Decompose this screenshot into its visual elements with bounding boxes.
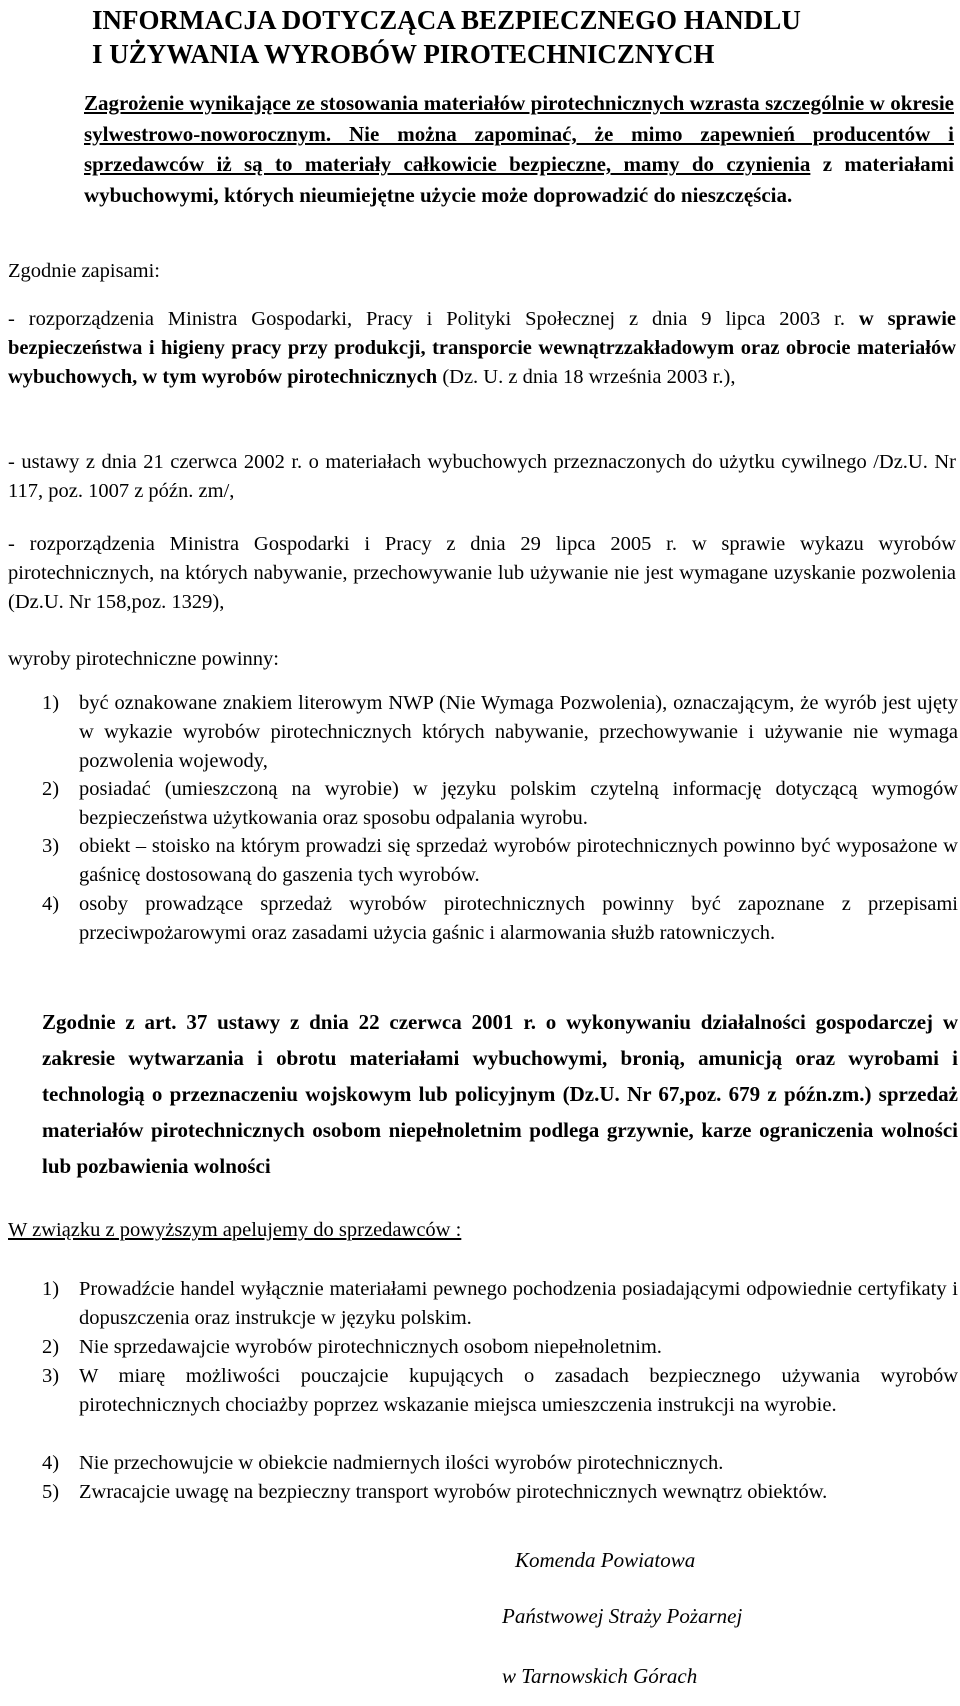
appeal-text: Prowadźcie handel wyłącznie materiałami pewnego pochodzenia posiadającymi odpowiednie certyfikaty i dopuszczenia oraz instrukcje w języku polskim. <box>79 1278 958 1329</box>
appeal-text: W miarę możliwości pouczajcie kupujących o zasadach bezpiecznego używania wyrobów pirotechnicznych chociażby poprzez wskazanie miejsca umieszczenia instrukcji na wyrobie. <box>79 1365 958 1416</box>
signature-line-2: Państwowej Straży Pożarnej <box>502 1604 743 1628</box>
regulation-item-3: - rozporządzenia Ministra Gospodarki i Pracy z dnia 29 lipca 2005 r. w sprawie wykazu wyrobów pirotechnicznych, na których nabywanie, przechowywanie lub używanie nie jest wymagane uzyskanie pozwolenia (Dz.U. Nr 158,poz. 1329), <box>8 533 956 613</box>
requirement-number: 2) <box>42 778 60 800</box>
requirement-item-4 <box>42 890 958 948</box>
appeal-label: W związku z powyższym apelujemy do sprzedawców : <box>8 1219 462 1241</box>
appeal-text: Zwracajcie uwagę na bezpieczny transport wyrobów pirotechnicznych wewnątrz obiektów. <box>79 1481 828 1503</box>
appeal-item-3 <box>42 1362 958 1420</box>
appeal-item-1 <box>42 1275 958 1333</box>
requirement-text: być oznakowane znakiem literowym NWP (Nie Wymaga Pozwolenia), oznaczającym, że wyrób jest ujęty w wykazie wyrobów pirotechnicznych których nabywanie, przechowywanie i używanie nie wymaga pozwolenia wojewody, <box>79 692 958 772</box>
intro-paragraph <box>84 88 954 210</box>
appeal-item-4 <box>42 1449 958 1478</box>
law-notice: Zgodnie z art. 37 ustawy z dnia 22 czerwca 2001 r. o wykonywaniu działalności gospodarczej w zakresie wytwarzania i obrotu materiałami wybuchowymi, bronią, amunicją oraz wyrobami i technologią o przeznaczeniu wojskowym lub policyjnym (Dz.U. Nr 67,poz. 679 z późn.zm.) sprzedaż materiałów pirotechnicznych osobom niepełnoletnim podlega grzywnie, karze ograniczenia wolności lub pozbawienia wolności <box>42 1010 958 1178</box>
appeal-item-5 <box>42 1478 958 1507</box>
appeal-number: 3) <box>42 1365 60 1387</box>
requirement-text: obiekt – stoisko na którym prowadzi się sprzedaż wyrobów pirotechnicznych powinno być wyposażone w gaśnicę dostosowaną do gaszenia tych wyrobów. <box>79 835 958 886</box>
requirement-text: osoby prowadzące sprzedaż wyrobów pirotechnicznych powinny być zapoznane z przepisami przeciwpożarowymi oraz zasadami użycia gaśnic i alarmowania służb ratowniczych. <box>79 893 958 944</box>
requirement-text: posiadać (umieszczoną na wyrobie) w języku polskim czytelną informację dotyczącą wymogów bezpieczeństwa użytkowania oraz sposobu odpalania wyrobu. <box>79 778 958 829</box>
regulation-1-tail: (Dz. U. z dnia 18 września 2003 r.), <box>442 366 736 388</box>
signature-line-3: w Tarnowskich Górach <box>502 1664 698 1688</box>
intro-underlined-text: Zagrożenie wynikające ze stosowania materiałów pirotechnicznych wzrasta szczególnie w okresie sylwestrowo-noworocznym. Nie można zapominać, że mimo zapewnień producentów i sprzedawców iż są to materiały całkowicie bezpieczne, mamy do czynienia <box>84 91 954 177</box>
title-line-1: INFORMACJA DOTYCZĄCA BEZPIECZNEGO HANDLU <box>92 5 801 35</box>
requirement-item-1 <box>42 689 958 776</box>
appeal-number: 4) <box>42 1452 60 1474</box>
appeal-item-2 <box>42 1333 958 1362</box>
requirement-number: 4) <box>42 893 60 915</box>
appeal-text: Nie sprzedawajcie wyrobów pirotechnicznych osobom niepełnoletnim. <box>79 1336 662 1358</box>
regulation-item-2: - ustawy z dnia 21 czerwca 2002 r. o materiałach wybuchowych przeznaczonych do użytku cywilnego /Dz.U. Nr 117, poz. 1007 z późn. zm/, <box>8 451 956 502</box>
requirement-number: 3) <box>42 835 60 857</box>
requirement-item-3 <box>42 832 958 890</box>
title-line-2: I UŻYWANIA WYROBÓW PIROTECHNICZNYCH <box>92 39 715 69</box>
appeal-number: 5) <box>42 1481 60 1503</box>
according-label: Zgodnie zapisami: <box>8 260 160 282</box>
signature-line-1: Komenda Powiatowa <box>515 1548 696 1572</box>
regulation-item-1 <box>8 305 956 392</box>
requirements-label: wyroby pirotechniczne powinny: <box>8 648 279 670</box>
intro-text-continuation: z materiałami wybuchowymi, których nieumiejętne użycie może doprowadzić do nieszczęścia. <box>84 152 954 207</box>
regulation-1-text: - rozporządzenia Ministra Gospodarki, Pracy i Polityki Społecznej z dnia 9 lipca 2003 r. <box>8 308 845 330</box>
appeal-number: 2) <box>42 1336 60 1358</box>
regulation-1-bold: w sprawie bezpieczeństwa i higieny pracy przy produkcji, transporcie wewnątrzzakładowym oraz obrocie materiałów wybuchowych, w tym wyrobów pirotechnicznych <box>8 308 956 388</box>
appeal-number: 1) <box>42 1278 60 1300</box>
appeal-text: Nie przechowujcie w obiekcie nadmiernych ilości wyrobów pirotechnicznych. <box>79 1452 724 1474</box>
requirement-item-2 <box>42 775 958 833</box>
requirement-number: 1) <box>42 692 60 714</box>
